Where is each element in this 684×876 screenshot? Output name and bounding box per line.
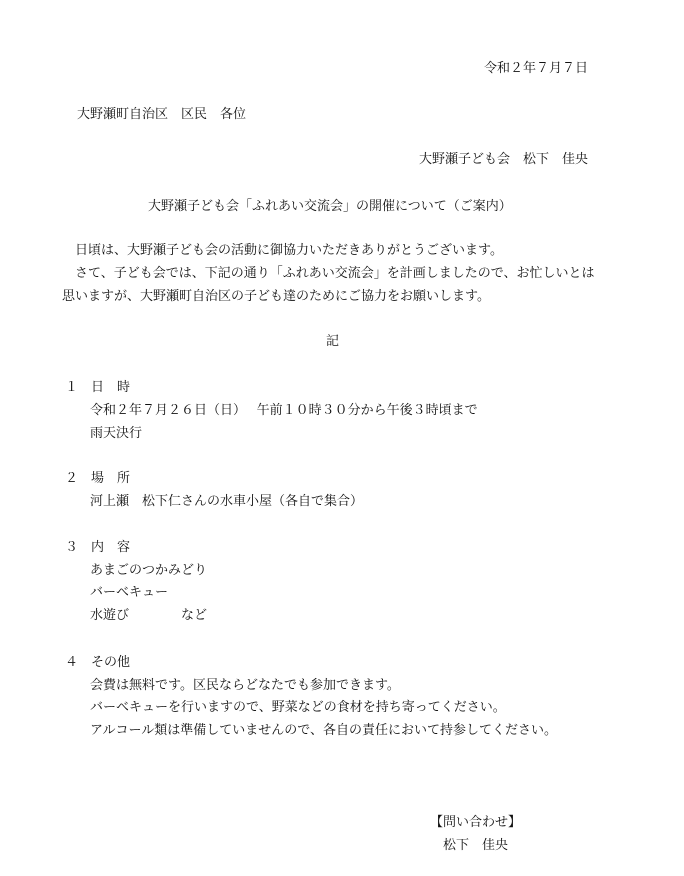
- contact-label: 【問い合わせ】: [430, 815, 522, 830]
- section-heading-place: ２ 場 所: [65, 471, 131, 486]
- section-heading-contents: ３ 内 容: [65, 540, 131, 555]
- document-title: 大野瀬子ども会「ふれあい交流会」の開催について（ご案内）: [148, 199, 512, 214]
- section-line-other-2: バーベキューを行いますので、野菜などの食材を持ち寄ってください。: [90, 700, 506, 715]
- sender-line: 大野瀬子ども会 松下 佳央: [418, 152, 588, 167]
- section-line-place: 河上瀬 松下仁さんの水車小屋（各自で集合）: [90, 494, 364, 509]
- contact-name: 松下 佳央: [443, 838, 509, 853]
- body-paragraph-line-1: 日頃は、大野瀬子ども会の活動に御協力いただきありがとうございます。: [75, 243, 503, 258]
- section-line-contents-3: 水遊び など: [90, 608, 208, 623]
- body-paragraph-line-2: さて、子ども会では、下記の通り「ふれあい交流会」を計画しましたので、お忙しいとは: [75, 266, 595, 281]
- section-line-contents-2: バーベキュー: [90, 585, 169, 600]
- document-date: 令和２年７月７日: [483, 61, 588, 76]
- section-heading-other: ４ その他: [65, 655, 131, 670]
- section-heading-datetime: １ 日 時: [65, 380, 131, 395]
- section-line-other-3: アルコール類は準備していませんので、各自の責任において持参してください。: [90, 723, 557, 738]
- body-paragraph-line-3: 思いますが、大野瀬町自治区の子ども達のためにご協力をお願いします。: [62, 289, 490, 304]
- section-line-rain-policy: 雨天決行: [90, 426, 143, 441]
- section-line-contents-1: あまごのつかみどり: [90, 563, 208, 578]
- section-line-other-1: 会費は無料です。区民ならどなたでも参加できます。: [90, 678, 400, 693]
- ki-heading: 記: [326, 334, 340, 349]
- recipient-line: 大野瀬町自治区 区民 各位: [77, 107, 247, 122]
- section-line-datetime: 令和２年７月２６日（日） 午前１０時３０分から午後３時頃まで: [90, 403, 478, 418]
